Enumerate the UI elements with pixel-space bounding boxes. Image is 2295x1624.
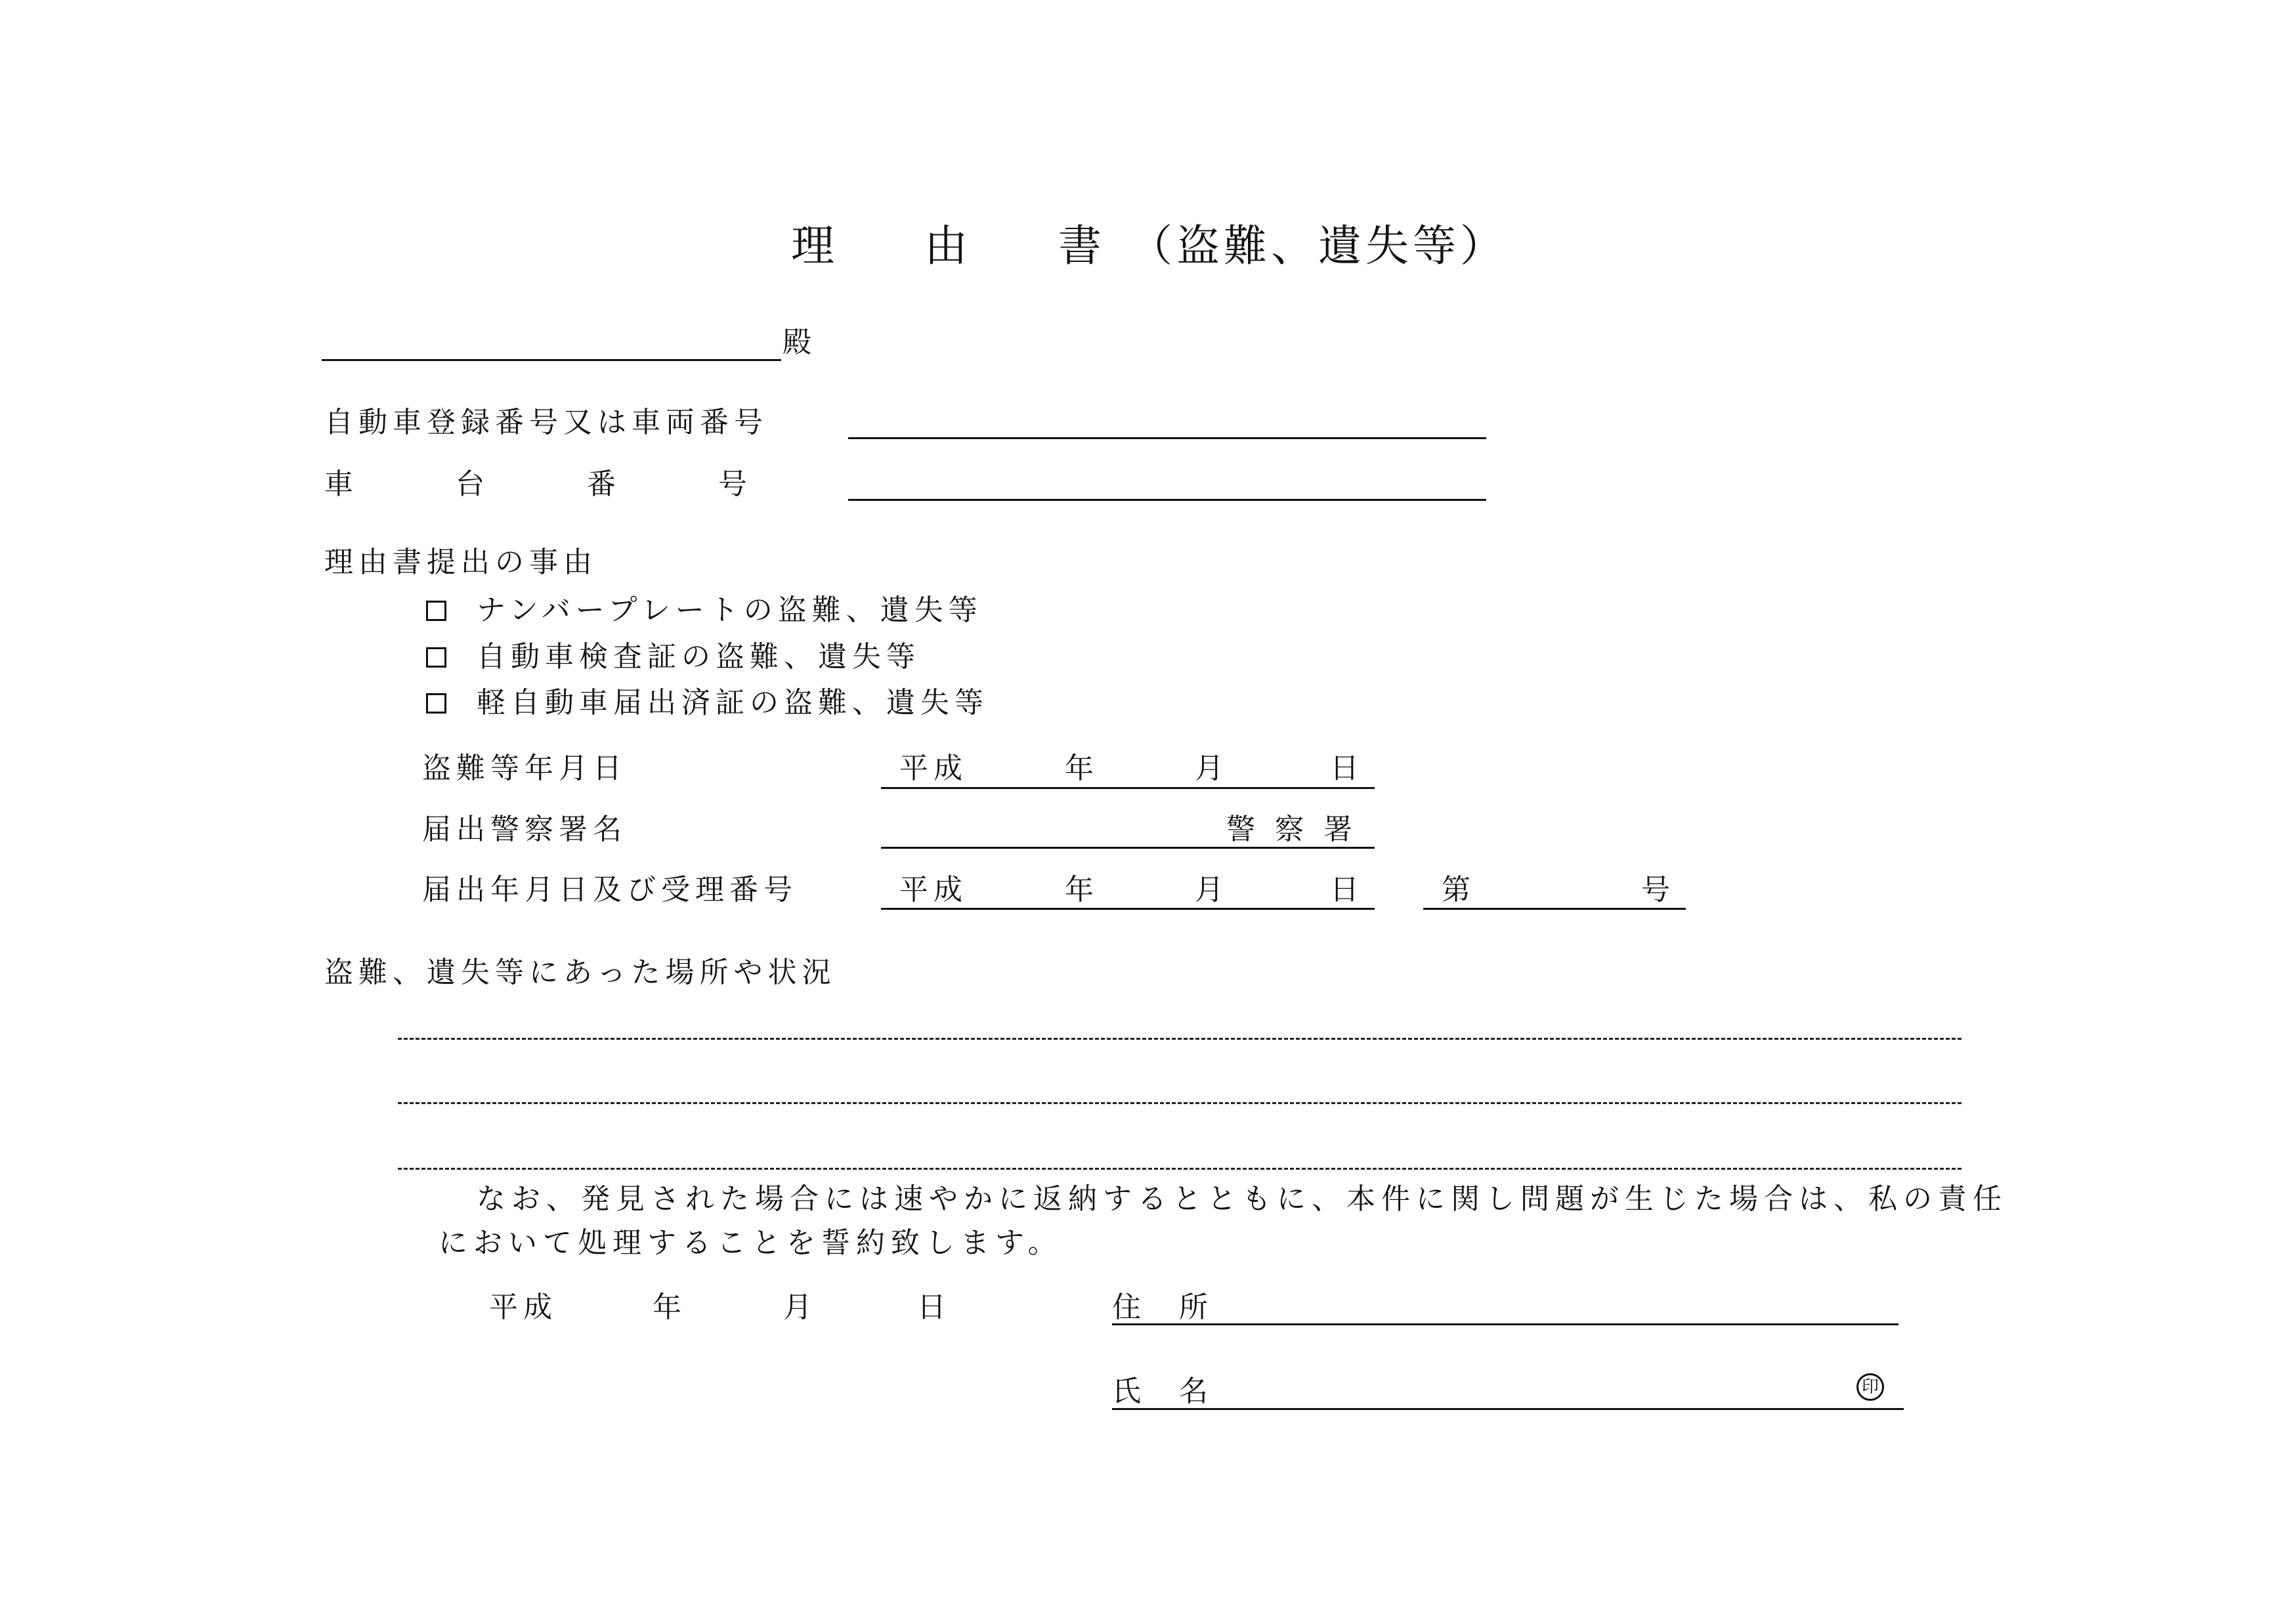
report-date-label: 届出年月日及び受理番号 xyxy=(422,873,798,907)
situation-line-3[interactable] xyxy=(398,1168,1962,1170)
situation-line-1[interactable] xyxy=(398,1038,1962,1040)
seal-mark: 印 xyxy=(1856,1373,1884,1401)
title-char-1: 理 xyxy=(791,221,841,271)
theft-date-year: 年 xyxy=(1065,752,1099,785)
situation-label: 盗難、遺失等にあった場所や状況 xyxy=(324,956,836,989)
report-date-year: 年 xyxy=(1065,873,1099,907)
signature-date-day: 日 xyxy=(917,1291,951,1324)
addressee-field[interactable] xyxy=(322,359,781,361)
title-char-2: 由 xyxy=(924,221,974,271)
chassis-label-char: 車 xyxy=(324,467,358,501)
title-subtitle: （盗難、遺失等） xyxy=(1129,221,1507,271)
registration-number-label: 自動車登録番号又は車両番号 xyxy=(324,406,768,439)
chassis-number-field[interactable] xyxy=(848,499,1486,501)
signature-date-month: 月 xyxy=(783,1291,817,1324)
option-inspection-certificate-label: 自動車検査証の盗難、遺失等 xyxy=(477,640,920,673)
title-char-3: 書 xyxy=(1058,221,1108,271)
report-date-era: 平成 xyxy=(899,873,968,907)
police-station-field[interactable] xyxy=(881,847,1375,849)
chassis-label-char: 台 xyxy=(456,467,490,501)
address-label: 住 所 xyxy=(1112,1291,1222,1324)
report-date-field[interactable] xyxy=(881,908,1375,910)
name-label: 氏 名 xyxy=(1112,1375,1222,1408)
theft-date-day: 日 xyxy=(1330,752,1364,785)
chassis-label-char: 番 xyxy=(587,467,621,501)
theft-date-era: 平成 xyxy=(899,752,968,785)
reason-heading: 理由書提出の事由 xyxy=(324,545,597,579)
pledge-line-1: なお、発見された場合には速やかに返納するとともに、本件に関し問題が生じた場合は、私の責任 xyxy=(477,1182,2007,1216)
registration-number-field[interactable] xyxy=(848,437,1486,439)
option-kei-certificate-label: 軽自動車届出済証の盗難、遺失等 xyxy=(477,686,989,719)
theft-date-month: 月 xyxy=(1195,752,1229,785)
checkbox-inspection-certificate[interactable] xyxy=(426,647,446,668)
chassis-label-char: 号 xyxy=(718,467,752,501)
name-field[interactable] xyxy=(1112,1408,1904,1410)
receipt-number-suffix: 号 xyxy=(1641,873,1675,907)
police-station-label: 届出警察署名 xyxy=(422,813,627,846)
report-date-day: 日 xyxy=(1330,873,1364,907)
receipt-number-prefix: 第 xyxy=(1442,873,1476,907)
checkbox-license-plate[interactable] xyxy=(426,601,446,621)
option-license-plate-label: ナンバープレートの盗難、遺失等 xyxy=(477,593,983,627)
address-field[interactable] xyxy=(1112,1323,1898,1325)
theft-date-label: 盗難等年月日 xyxy=(422,752,627,785)
addressee-suffix: 殿 xyxy=(783,326,817,359)
report-date-month: 月 xyxy=(1195,873,1229,907)
theft-date-field[interactable] xyxy=(881,787,1375,789)
pledge-line-2: において処理することを誓約致します。 xyxy=(439,1226,1063,1260)
receipt-number-field[interactable] xyxy=(1423,908,1686,910)
situation-line-2[interactable] xyxy=(398,1102,1962,1104)
police-station-suffix: 警 察 署 xyxy=(1226,813,1358,846)
signature-date-era: 平成 xyxy=(489,1291,557,1324)
checkbox-kei-certificate[interactable] xyxy=(426,693,446,714)
signature-date-year: 年 xyxy=(653,1291,687,1324)
